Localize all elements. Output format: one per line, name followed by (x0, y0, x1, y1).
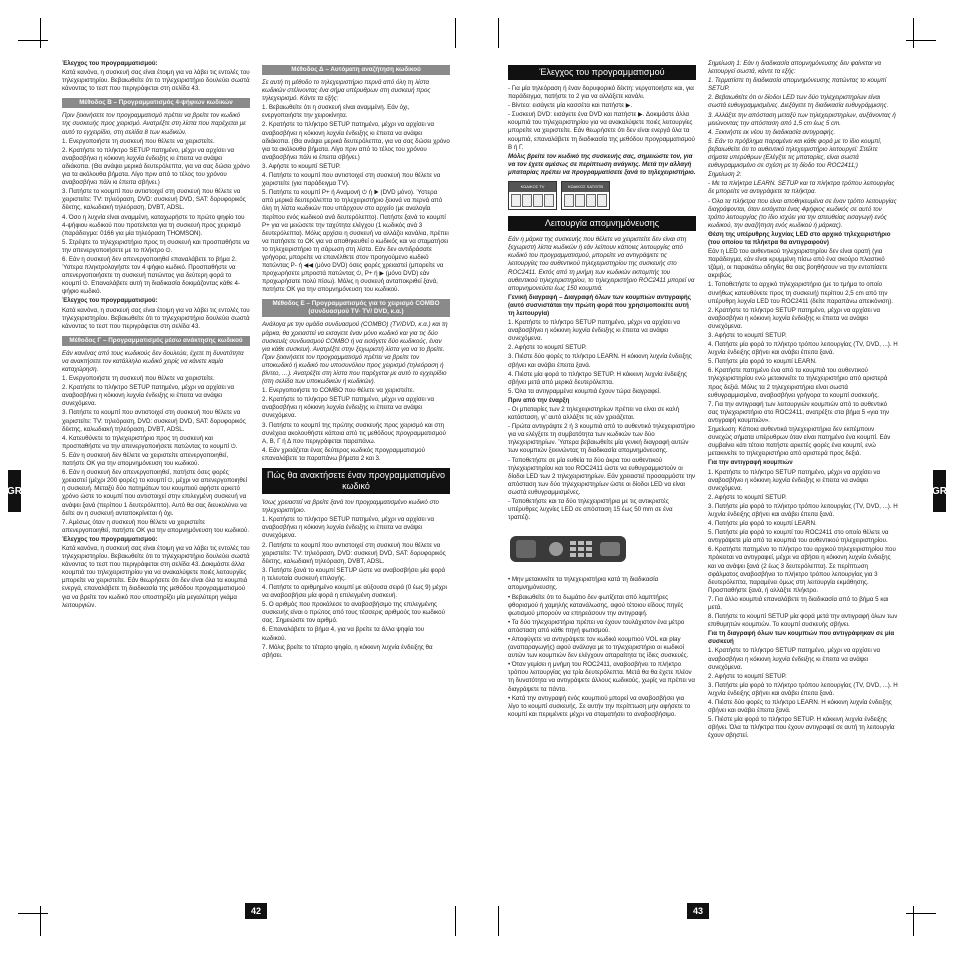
paragraph: Γενική διαγραφή – Διαγραφή όλων των κουμπιών αντιγραφής (αυτό συσνιστάται την πρώτη φορά που χρησιμοποιείτε αυτή τη λειτουργία) (508, 293, 691, 317)
right-page-column-1 (508, 60, 696, 720)
paragraph: 3. Πατήστε ξανά το κουμπί SETUP ώστε να αναβοσβήσει μία φορά η τελευταία συσκευή επιλογής. (262, 566, 446, 582)
paragraph: 6. Κρατήστε πατημένο ένα από τα κουμπιά του αυθεντικού τηλεχειριστηρίου ενώ μετακινείτε το τηλεχειριστήριο από αριστερά προς δεξιά. Μόλις τα 2 τηλεχειριστήρια είναι σωστά ευθυγραμμισμένα, αναβοσβήνει γρήγορα το κουμπί συσκευής. (708, 367, 888, 399)
paragraph: • Τα δύο τηλεχειριστήρια πρέπει να έχουν τουλάχιστον ένα μέτρο απόσταση από κάθε πηγή φωτισμού. (508, 618, 685, 634)
language-tab: GR (933, 470, 946, 512)
section-heading: Έλεγχος του προγραμματισμού (508, 65, 696, 80)
paragraph: Σημείωση 1: Εάν η διαδικασία απομνημόνευσης δεν φαίνεται να λειτουργεί σωστά, κάντε τα εξής: (708, 60, 881, 76)
paragraph: Κατά κανόνα, η συσκευή σας είναι έτοιμη για να λάβει τις εντολές του τηλεχειριστηρίου. Βεβαιωθείτε ότι το τηλεχειριστήριο δουλεύει σωστά κάνοντας το τεστ που περιγράφεται στη σελίδα 43. (62, 306, 250, 330)
crop-mark (913, 906, 914, 936)
paragraph: 2. Κρατήστε το πλήκτρο SETUP πατημένο, μέχρι να αρχίσει να αναβοσβήνει η κόκκινη λυχνία ένδειξης κι έπειτα να ανάψει συνεχόμενα. (62, 384, 235, 408)
paragraph: 4. Κατευθύνετε το τηλεχειριστήριο προς τη συσκευή και προσπαθήστε να την απενεργοποιήσετε πατώντας το κουμπί ⏻. (62, 434, 238, 450)
paragraph: Εάν κανένας από τους κωδικούς δεν δουλεύει, έχετε τη δυνατότητα να ανακτήσετε τον κατάλληλο κωδικό χειρίς να κάνετε καμία καταχώρηση. (62, 349, 244, 373)
section-heading: Μέθοδος Ε – Προγραμματισμός για το χειρισμό COMBO (συνδυασμού TV- TV/ DVD, κ.α.) (262, 299, 450, 317)
section-heading: Μέθοδος Δ – Αυτόματη αναζήτηση κωδικού (262, 65, 450, 75)
paragraph: 1. Κρατήστε το πλήκτρο SETUP πατημένο, μέχρι να αρχίσει να αναβοσβήνει η κόκκινη λυχνία ένδειξης κι έπειτα να ανάψει συνεχόμενα. (708, 647, 881, 671)
paragraph: Εάν η LED του αυθεντικού τηλεχειριστηρίου δεν είναι ορατή (για παράδειγμα, εάν είναι κρυμμένη πίσω από ένα σκούρο πλαστικό τζάμι), οι παρακάτω οδηγίες θα σας βοηθήσουν να την εντοπίσετε ακριβώς. (708, 248, 888, 280)
crop-mark (455, 906, 456, 936)
paragraph: Σε αυτή τη μέθοδο το τηλεχειριστήριο περνά από όλη τη λίστα κωδικών στέλνοντας ένα σήμα υπέρυθρων στη συσκευή προς τηλεχειρισμό. Κάντε τα εξής: (262, 79, 431, 103)
paragraph: Μόλις βρείτε τον κωδικό της συσκευής σας, σημειώστε τον, για να τον έχετε αμέσως σε περίπτωση ανάγκης. Μετά την αλλαγή μπαταρίας πρέπει να προγραμματίσετε ξανά το τηλεχειριστήριο. (508, 152, 696, 176)
paragraph: - Τοποθετήστε σε μία ευθεία τα δύο άκρα του αυθεντικού τηλεχειριστηρίου και του ROC2411 ώστε να ευθυγραμμιστούν οι δίοδοι LED των 2 τηλεχειριστηρίων. Εάν χρειαστεί προσαρμόστε την απόσταση των δύο τηλεχειριστηρίων ώστε οι δίοδοι LED να είναι σωστά ευθυγραμμισμένες. (508, 456, 696, 496)
paragraph: 2. Πατήστε το κουμπί που αντιστοιχεί στη συσκευή που θέλετε να χειριστείτε: TV: τηλεόραση, DVD: συσκευή DVD, SAT: δορυφορικός δέκτης, καλωδιακή τηλεόραση, DVBT, ADSL. (262, 541, 446, 565)
paragraph: 2. Κρατήστε το πλήκτρο SETUP πατημένο, μέχρι να αρχίσει να αναβοσβήνει η κόκκινη λυχνία ένδειξης κι έπειτα να ανάψει αδιάκοπα. (Θα ανάψει μερικά δευτερόλεπτα, για να σας δώσει χρόνο για τα ακόλουθα βήματα. Λίγο πριν από το τέλος του χρόνου αναβοσβήνει πάλι κι έπειτα σβήνει.) (62, 146, 250, 187)
paragraph: 1. Βεβαιωθείτε ότι η συσκευή είναι αναμμένη. Εάν όχι, ενεργοποιήστε την χειροκίνητα. (262, 104, 410, 120)
paragraph: 5. Ο αριθμός που προκάλεσε το αναβοσβήσιμο της επιλεγμένης συσκευής είναι ο πρώτος από τους τέσσερις αριθμούς του κωδικού σας. Σημειώστε τον αριθμό. (262, 601, 445, 625)
paragraph: 4. Πιέστε δύο φορές το πλήκτρο LEARN. Η κόκκινη λυχνία ένδειξης σβήνει και ανάβει έπειτα ξανά. (708, 699, 892, 715)
paragraph: 1. Ενεργοποιήστε το COMBO που θέλετε να χειριστείτε. (262, 387, 415, 395)
paragraph: Έλεγχος του προγραμματισμού: (62, 60, 158, 67)
paragraph: 5. Πατήστε μία φορά το κουμπί του ROC2411 στο οποίο θέλετε να αντιγράψετε μία από τα κουμπιά του αυθεντικού τηλεχειριστηρίου. (708, 529, 889, 545)
paragraph: 7. Για την αντιγραφή των λειτουργιών κουμπιών από το αυθεντικό σας τηλεχειριστήριο στο ROC2411, ανατρέξτε στα βήμα 5 «για την αντιγραφή κουμπιών». (708, 400, 890, 424)
paragraph: • Όταν γεμίσει η μνήμη του ROC2411, αναβοσβήνει το πλήκτρο τρόπου λειτουργίας για τρία δευτερόλεπτα. Μετά θα θα έχετε πλέον τη δυνατότητα να αντιγράψετε άλλους κωδικούς, χωρίς να πρέπει να διαγράψετε τα πάντα. (508, 661, 695, 693)
crop-mark (906, 913, 936, 914)
paragraph: 3. Αλλάξτε την απόσταση μεταξύ των τηλεχειριστηρίων, αυξάνοντας ή μειώνοντας την απόσταση από 1,5 cm έως 5 cm. (708, 111, 896, 127)
paragraph: 5. Στρέψτε το τηλεχειριστήριο προς τη συσκευή και προσπαθήστε να την απενεργοποιήσετε με το πλήκτρο ⏻. (62, 238, 250, 254)
device-code-box: ΚΩΔΙΚΟΣ SAT/STB (561, 181, 610, 210)
paragraph: 4. Εάν χρειάζεται ένας δεύτερος κωδικός προγραμματισμού επαναλάβετε τα παραπάνω βήματα 2 και 3. (262, 446, 425, 462)
paragraph: 1. Κρατήστε το πλήκτρο SETUP πατημένο, μέχρι να αρχίσει να αναβοσβήνει η κόκκινη λυχνία ένδειξης κι έπειτα να ανάψει συνεχόμενα. (262, 516, 435, 540)
paragraph: - Όλα τα πλήκτρα που είναι αποθηκευμένα σε έναν τρόπο λειτουργίας διαγράφονται, όταν εισάγεται ένας 4ψήφιος κωδικός σε αυτό τον τρόπο λειτουργίας (το ίδιο ισχύει για την απευθείας εισαγωγή ενός κωδικού, την αναζήτηση ενός κωδικού ή μάρκας). (708, 197, 897, 229)
paragraph: 4. Πιέστε μία φορά το πλήκτρο SETUP. Η κόκκινη λυχνία ένδειξης σβήνει μετά από μερικά δευτερόλεπτα. (508, 370, 687, 386)
paragraph: 6. Κρατήστε πατημένο το πλήκτρο του αρχικού τηλεχειριστηρίου που πρόκειται να αντιγραφεί, μέχρι να σβήσει η κόκκινη λυχνία ένδειξης και να ανάψει ξανά (2 έως 3 δευτερόλεπτα). Σε περίπτωση σφάλματος αναβοσβήνει το πλήκτρο τρόπου λειτουργίας για 3 δευτερόλεπτα, παραμένει όμως στη λειτουργία εκμάθησης. Προσπαθήστε ξανά, ή αλλάξτε πλήκτρο. (708, 546, 896, 594)
paragraph: 4. Πατήστε μία φορά το κουμπί LEARN. (708, 520, 817, 528)
crop-mark (40, 18, 41, 48)
left-page-column-1 (62, 60, 250, 611)
right-page (477, 60, 954, 910)
paragraph: Εάν η μάρκα της συσκευής που θέλετε να χειριστείτε δεν είναι στη ξεχωριστή λίστα κωδικών ή εάν λείπουν κάποιες λειτουργίες από κωδικό του προγραμματισμού, μπορείτε να αντιγράψετε τις λειτουργίες του αυθεντικού τηλεχειριστηρίου της συσκευής στο ROC2411. Εκτός από τη μνήμη των κωδικών εκπομπής του αυθεντικού τηλεχειριστηρίου, το τηλεχειριστήριο ROC2411 μπορεί να απομνημονεύσει έως 150 κουμπιά. (508, 236, 695, 292)
paragraph: 2. Κρατήστε το πλήκτρο SETUP πατημένο, μέχρι να αρχίσει να αναβοσβήνει η κόκκινη λυχνία ένδειξης κι έπειτα να ανάψει συνεχόμενα. (262, 396, 435, 420)
right-page-column-2 (708, 60, 898, 742)
paragraph: 2. Κρατήστε το πλήκτρο SETUP πατημένο, μέχρι να αρχίσει να αναβοσβήνει η κόκκινη λυχνία ένδειξης κι έπειτα να ανάψει συνεχόμενα. (708, 306, 881, 330)
crop-mark (913, 18, 914, 48)
crop-mark (455, 18, 456, 48)
paragraph: 3. Αφήστε το κουμπί SETUP. (708, 332, 787, 339)
paragraph: - Για μία τηλεόραση ή έναν δορυφορικό δέκτη: νεργοποιήστε και, για παράδειγμα, πατήστε το 2 για να αλλάξετε κανάλι. (508, 85, 694, 101)
paragraph: - Βίντεο: εισάγετε μία κασσέτα και πατήστε ▶. (508, 102, 633, 110)
crop-mark (906, 40, 936, 41)
paragraph: 5. Όλα τα αντιγραμμένα κουμπιά έχουν τώρα διαγραφεί. (508, 387, 661, 395)
paragraph: 4. Πατήστε το αριθμημένο κουμπί με αύξουσα σειρά (0 έως 9) μέχρι να αναβοσβήσει μία φορά η επιλεγμένη συσκευή. (262, 583, 447, 600)
paragraph: 6. Επαναλάβετε το βήμα 4, για να βρείτε τα άλλα ψηφία του κωδικού. (262, 626, 425, 642)
device-code-boxes (508, 181, 696, 210)
paragraph: 3. Πατήστε μία φορά το πλήκτρο τρόπου λειτουργίας (TV, DVD, ...). Η λυχνία ένδειξης σβήνει και ανάβει έπειτα ξανά. (708, 681, 898, 697)
paragraph: 2. Αφήστε το κουμπί SETUP. (508, 344, 587, 352)
paragraph: 2. Αφήστε το κουμπί SETUP. (708, 672, 787, 680)
paragraph: 2. Κρατήστε το πλήκτρο SETUP πατημένο, μέχρι να αρχίσει να αναβοσβήνει η κόκκινη λυχνία ένδειξης κι έπειτα να ανάψει αδιάκοπα. (Θα ανάψει μερικά δευτερόλεπτα, για να σας δώσει χρόνο για τα ακόλουθα βήματα. Λίγο πριν από το τέλος του χρόνου αναβοσβήνει πάλι κι έπειτα σβήνει.) (262, 121, 450, 161)
paragraph: Έλεγχος του προγραμματισμού: (62, 297, 158, 305)
paragraph: 5. Εάν το πρόβλημα παραμένει και κάθε φορά με το ίδιο κουμπί, βεβαιωθείτε ότι το αυθεντικό τηλεχειριστήριο λειτουργεί: Στείλτε σήματα υπερύθρων (Ελέγξτε τις μπαταρίες, είναι σωστά ευθυγραμμισμένο σε σχέση με τη δίοδο του ROC2411;) (708, 137, 882, 170)
page-number: 42 (245, 903, 267, 919)
paragraph: 3. Πιέστε δύο φορές το πλήκτρο LEARN. Η κόκκινη λυχνία ένδειξης σβήνει και ανάβει έπειτα ξανά. (508, 353, 692, 369)
paragraph: 3. Αφήστε το κουμπί SETUP. (262, 162, 341, 170)
paragraph: 6. Εάν η συσκευή δεν απενεργοποιηθεί επαναλάβετε το βήμα 2. Ύστερα πληκτρολογήστε τον 4 ψήφιο κωδικό. Προσπαθήστε να απενεργοποιήσετε τη συσκευή πατώντας για δεύτερη φορά το κουμπί ⏻. Επαναλάβετε αυτή τη διαδικασία δοκιμάζοντας κάθε 4-ψήφιο κωδικό. (62, 255, 240, 296)
paragraph: - Τοποθετήστε και τα δύο τηλεχειριστήρια με τις αντικριστές υπέρυθρες λυχνίες LED σε απόσταση 15 έως 50 mm σε ένα τραπέζι. (508, 498, 673, 522)
paragraph: • Βεβαιωθείτε ότι το δωμάτιο δεν φωτίζεται από λαμπτήρες φθορισμού ή χαμηλής κατανάλωσης, αφού τέτοιου είδους πηγές φωτισμού μπορούν να επηρεάσουν την αντιγραφή. (508, 593, 684, 617)
crop-mark (18, 40, 48, 41)
paragraph: 6. Εάν η συσκευή δεν απενεργοποιηθεί, πατήστε όσες φορές χρειαστεί (μέχρι 200 φορές) το κουμπί ⏻, μέχρι να απενεργοποιηθεί η συσκευή. Μεταξύ δύο πατημάτων του κουμπιού αφήστε αρκετό χρόνο ώστε το κουμπί που αντιστοιχεί στην επιλεγμένη συσκευή να ανάψει ξανά (περίπου 1 δευτερόλεπτο). Αυτό θα σας διευκολύνει να δείτε αν η συσκευή ανταποκρίνεται ή όχι. (62, 469, 248, 517)
paragraph: Ίσως χρειαστεί να βρείτε ξανά τον προγραμματισμένο κωδικό στο τηλεχειριστήριο. (262, 499, 439, 515)
paragraph: 3. Πατήστε το κουμπί της πρώτης συσκευής προς χειρισμό και στη συνέχεια ακολουθήστε κάποια από τις μεθόδους προγραμματισμού Α, Β, Γ ή Δ που περιγράφεται παραπάνω. (262, 421, 446, 445)
left-page (0, 60, 477, 910)
paragraph: 1. Ενεργοποιήστε τη συσκευή που θέλετε να χειριστείτε. (62, 375, 215, 383)
paragraph: - Πρώτα αντιγράψτε 2 ή 3 κουμπιά από το αυθεντικό τηλεχειριστήριο για να ελέγξετε τη συμβατότητα των κωδικών των δύο τηλεχειριστηρίων. Ύστερα βεβαιωθείτε μία γενική διαγραφή αυτών των κουμπιών ξεκινώντας τη διαδικασία απομνημόνευσης. (508, 423, 695, 455)
paragraph: 4. Όσο η λυχνία είναι αναμμένη, καταχωρήστε το πρώτο ψηφίο του 4-ψήφιου κωδικού που προτείνεται για τη συσκευή προς χειρισμό (παράδειγμα: 0166 για μία τηλεόραση THOMSON). (62, 213, 245, 237)
paragraph: 3. Πατήστε το κουμπί που αντιστοιχεί στη συσκευή που θέλετε να χειριστείτε: TV: τηλεόραση, DVD: συσκευή DVD, SAT: δορυφορικός δέκτης, καλωδιακή τηλεόραση, DVBT, ADSL. (62, 188, 246, 212)
crop-mark (498, 906, 499, 936)
paragraph: 1. Κρατήστε το πλήκτρο SETUP πατημένο, μέχρι να αρχίσει να αναβοσβήνει η κόκκινη λυχνία ένδειξης κι έπειτα να ανάψει συνεχόμενα. (508, 319, 681, 343)
paragraph: • Μην μετακινείτε τα τηλεχειριστήρια κατά τη διαδικασία απομνημόνευσης. (508, 576, 659, 592)
paragraph: - Συσκευή DVD: εισάγετε ένα DVD και πατήστε ▶. Δοκιμάστε άλλα κουμπιά του τηλεχειριστηρίου για να ανακαλύψετε ποιές λειτουργίες μπορείτε να χειριστείτε. Εάν θεωρήσετε ότι δεν είναι ενεργά όλα τα κουμπιά, επαναλάβετε τη διαδικασία της μεθόδου προγραμματισμού Β ή Γ. (508, 111, 695, 151)
crop-mark (40, 906, 41, 936)
paragraph: Έλεγχος του προγραμματισμού: (62, 535, 158, 543)
crop-mark (18, 913, 48, 914)
paragraph: Κατά κανόνα, η συσκευή σας είναι έτοιμη για να λάβει τις εντολές του τηλεχειριστηρίου. Βεβαιωθείτε ότι το τηλεχειριστήριο δουλεύει σωστά κάνοντας το τεστ που περιγράφεται στη σελίδα 43. Δοκιμάστε άλλα κουμπιά του τηλεχειριστηρίου για να ανακαλύψετε ποιές λειτουργίες μπορείτε να χειριστείτε. Εάν θεωρήσετε ότι δεν είναι όλα τα κουμπιά ενεργά, επαναλάβετε τη διαδικασία της μεθόδου προγραμματισμού για να βρείτε τον κωδικό που υποστηρίζει μία μεγαλύτερη γκάμα λειτουργιών. (62, 544, 250, 609)
paragraph: 1. Κρατήστε το πλήκτρο SETUP πατημένο, μέχρι να αρχίσει να αναβοσβήνει η κόκκινη λυχνία ένδειξης κι έπειτα να ανάψει συνεχόμενα. (708, 468, 881, 492)
paragraph: 8. Πατήστε το κουμπί SETUP μία φορά μετά την αντιγραφή όλων των επιθυμητών κουμπιών. Το κουμπί συσκευής σβήνει. (708, 613, 898, 629)
remote-control-illustration (508, 528, 628, 570)
paragraph: 4. Πατήστε μία φορά το πλήκτρο τρόπου λειτουργίας (TV, DVD, ...). Η λυχνία ένδειξης σβήνει και ανάβει έπειτα ξανά. (708, 341, 898, 357)
paragraph: Κατά κανόνα, η συσκευή σας είναι έτοιμη για να λάβει τις εντολές του τηλεχειριστηρίου. Βεβαιωθείτε ότι το τηλεχειριστήριο δουλεύει σωστά κάνοντας το τεστ που περιγράφεται στη σελίδα 43. (62, 69, 250, 93)
paragraph: 1. Τοποθετήστε το αρχικό τηλεχειριστήριο (με το τμήμα το οποίο συνήθως κατευθύνετε προς τη συσκευή) περίπου 2,5 cm από την υπέρυθρη λυχνία LED του ROC2411 (δείτε παραπάνω απεικόνιση). (708, 281, 893, 305)
paragraph: 4. Ξεκινήστε εκ νέου τη διαδικασία αντιγραφής. (708, 128, 836, 136)
paragraph: Πριν ξεκινήσετε τον προγραμματισμό πρέπει να βρείτε τον κωδικό της συσκευής προς χειρισμό. Ανατρέξτε στη λίστα που παρέχεται με αυτό το εγχειρίδιο, στη σελίδα 8 των κωδικών. (62, 112, 246, 136)
paragraph: Σημείωση: Κάποια αυθεντικά τηλεχειριστήρια δεν εκπέμπουν συνεχώς σήματα υπέρυθρων όταν είναι πατημένο ένα κουμπί. Εάν συμβαίνει κάτι τέτοιο πατήστε αρκετές φορές ένα κουμπί, ενώ μετακινείτε το τηλεχειριστήριο από αριστερά προς δεξιά. (708, 426, 891, 458)
paragraph: 7. Μόλις βρείτε το τέταρτο ψηφίο, η κόκκινη λυχνία ένδειξης θα σβήσει. (262, 643, 433, 659)
paragraph: 2. Αφήστε το κουμπί SETUP. (708, 493, 787, 501)
paragraph: 1. Ενεργοποιήστε τη συσκευή που θέλετε να χειριστείτε. (62, 137, 215, 145)
language-tab: GR (8, 470, 21, 512)
paragraph: Σημείωση 2: (708, 171, 742, 179)
paragraph: Ανάλογα με την ομάδα συνδυασμού (COMBO) (TV/DVD, κ.α.) και τη μάρκα, θα χρειαστεί να εισαγετε έναν μόνο κωδικό και για τις δύο συσκευές συνδυασμού COMBO ή να εισάγετε δύο κωδικούς, έναν για κάθε συσκευή. Ανατρέξτε στην ξεχωριστή λίστα για να το βρείτε. Πριν ξεκινήσετε τον προγραμματισμό πρέπει να βρείτε τον υποκωδικό ή κωδικό του υποσυνόλου προς χειρισμό (τηλεόραση ή βίντεο, …). Ανατρέξτε στη λίστα που παρέχεται με αυτό το εγχειρίδιο (στη σελίδα των υποκωδικών ή κωδικών). (262, 321, 448, 386)
paragraph: 4. Πατήστε το κουμπί που αντιστοιχεί στη συσκευή που θέλετε να χειριστείτε (για παράδειγμα TV). (262, 172, 441, 188)
paragraph: 5. Πατήστε το κουμπί P+ ή Αναμονή ⏻ ή ▶ (DVD μόνο). Ύστερα από μερικά δευτερόλεπτα το τηλεχειριστήριο ξεκινά να περνά από όλη τη λίστα κωδικών που υπάρχουν στο αρχείο (με αναλογία περίπου ενός κωδικού ανά δευτερόλεπτο). Πατήστε ξανά το κουμπί P+ για να μειώσετε την ταχύτητα ελέγχου (1 κωδικός ανά 3 δευτερόλεπτα). Μόλις αρχίσει η συσκευή να αλλάζει κανάλια, πρέπει να πατήσετε το OK για να αποθηκευθεί ο κωδικός και να σταματήσει το τηλεχειριστήριο τη σάρωση στη λίστα. Εάν δεν αντιδράσατε γρήγορα, μπορείτε να επανέλθετε στον προηγούμενο κωδικό πατώντας P- ή ◀◀ (μόνο DVD) όσες φορές χρειαστεί (μπορείτε να προχωρήσετε μπροστά πατώντας ⏻, P+ ή ▶ (μόνο DVD) εάν προχωρήσατε πολύ πίσω). Μόλις η συσκευή ανταποκριθεί ξανά, πατήστε OK για την απομνημόνευση του κωδικού. (262, 189, 449, 294)
paragraph: Για τη διαγραφή όλων των κουμπιών που αντιγράφηκαν σε μία συσκευή (708, 630, 895, 646)
section-heading: Μέθοδος Γ – Προγραμματισμός μέσω ανάκτησης κωδικού (62, 336, 250, 346)
paragraph: Για την αντιγραφή κουμπιών (708, 459, 793, 467)
page-number: 43 (687, 903, 709, 919)
device-code-box: ΚΩΔΙΚΟΣ TV (508, 181, 557, 210)
paragraph: 5. Πατήστε μία φορά το κουμπί LEARN. (708, 358, 817, 366)
paragraph: - Οι μπαταρίες των 2 τηλεχειριστηρίων πρέπει να είναι σε καλή κατάσταση, γι' αυτό αλλάξτε τις εάν χρειάζεται. (508, 406, 680, 422)
paragraph: • Κατά την αντιγραφή ενός κουμπιού μπορεί να αναβοσβήσει για λίγο το κουμπί συσκευής. Σε αυτήν την περίπτωση μην αφήσετε το κουμπί και περιμένετε μέχρι να σταματήσει το αναβοσβήσιμο. (508, 694, 691, 718)
paragraph: Πριν από την έναρξη (508, 396, 570, 404)
left-page-column-2 (262, 60, 450, 661)
paragraph: • Αποφύγετε να αντιγράψετε τον κωδικό κουμπιού VOL και play (αναπαραγωγής) αφού ανάλογα με το τηλεχειριστήριο οι κωδικοί αυτών των κουμπιών δεν ελέγχουν απαραίτητα τις ίδιες συσκευές. (508, 635, 689, 660)
crop-mark (498, 18, 499, 48)
section-heading: Πώς θα ανακτήσετε έναν προγραμματισμένο κωδικό (262, 468, 450, 494)
paragraph: 5. Πιέστε μία φορά το πλήκτρο SETUP. Η κόκκινη λυχνία ένδειξης σβήνει. Όλα τα πλήκτρα που έχουν αντιγραφεί σε αυτή τη λειτουργία έχουν σβηστεί. (708, 716, 895, 740)
paragraph: 3. Πατήστε το κουμπί που αντιστοιχεί στη συσκευή που θέλετε να χειριστείτε: TV: τηλεόραση, DVD: συσκευή DVD, SAT: δορυφορικός δέκτης, καλωδιακή τηλεόραση, DVBT, ADSL. (62, 409, 246, 433)
paragraph: 7. Για άλλο κουμπιά επαναλάβετε τη διαδικασία από το βήμα 5 και μετά. (708, 595, 889, 611)
paragraph: 5. Εάν η συσκευή δεν θέλετε να χειριστείτε απενεργοποιηθεί, πατήστε OK για την απομνημόνευση του κωδικού. (62, 451, 229, 468)
paragraph: 3. Πατήστε μία φορά το πλήκτρο τρόπου λειτουργίας (TV, DVD, ...). Η λυχνία ένδειξης σβήνει και ανάβει έπειτα ξανά. (708, 502, 898, 518)
section-heading: Μέθοδος Β – Προγραμματισμός 4-ψήφιων κωδικών (62, 98, 250, 108)
paragraph: 7. Αμέσως όταν η συσκευή που θέλετε να χειριστείτε απενεργοποιηθεί, πατήστε OK για την απομνημόνευση του κωδικού. (62, 518, 250, 534)
section-heading: Λειτουργία απομνημόνευσης (508, 216, 696, 231)
paragraph: 2. Βεβαιωθείτε ότι οι δίοδοι LED των δύο τηλεχειριστηρίων είναι σωστά ευθυγραμμισμένες. Διεξάγετε τη διαδικασία ευθυγράμμισης. (708, 94, 889, 110)
paragraph: 1. Τερματίστε τη διαδικασία απομνημόνευσης πατώντας το κουμπί SETUP. (708, 77, 887, 93)
paragraph: Θέση της υπέρυθρης λυχνίας LED στο αρχικό τηλεχειριστήριο (του οποίου τα πλήκτρα θα αντιγραφούν) (708, 230, 891, 246)
paragraph: - Με τα πλήκτρα LEARN. SETUP και τα πλήκτρα τρόπου λειτουργίας δε μπορείτε να αντιγράψετε τα πλήκτρα. (708, 180, 895, 196)
